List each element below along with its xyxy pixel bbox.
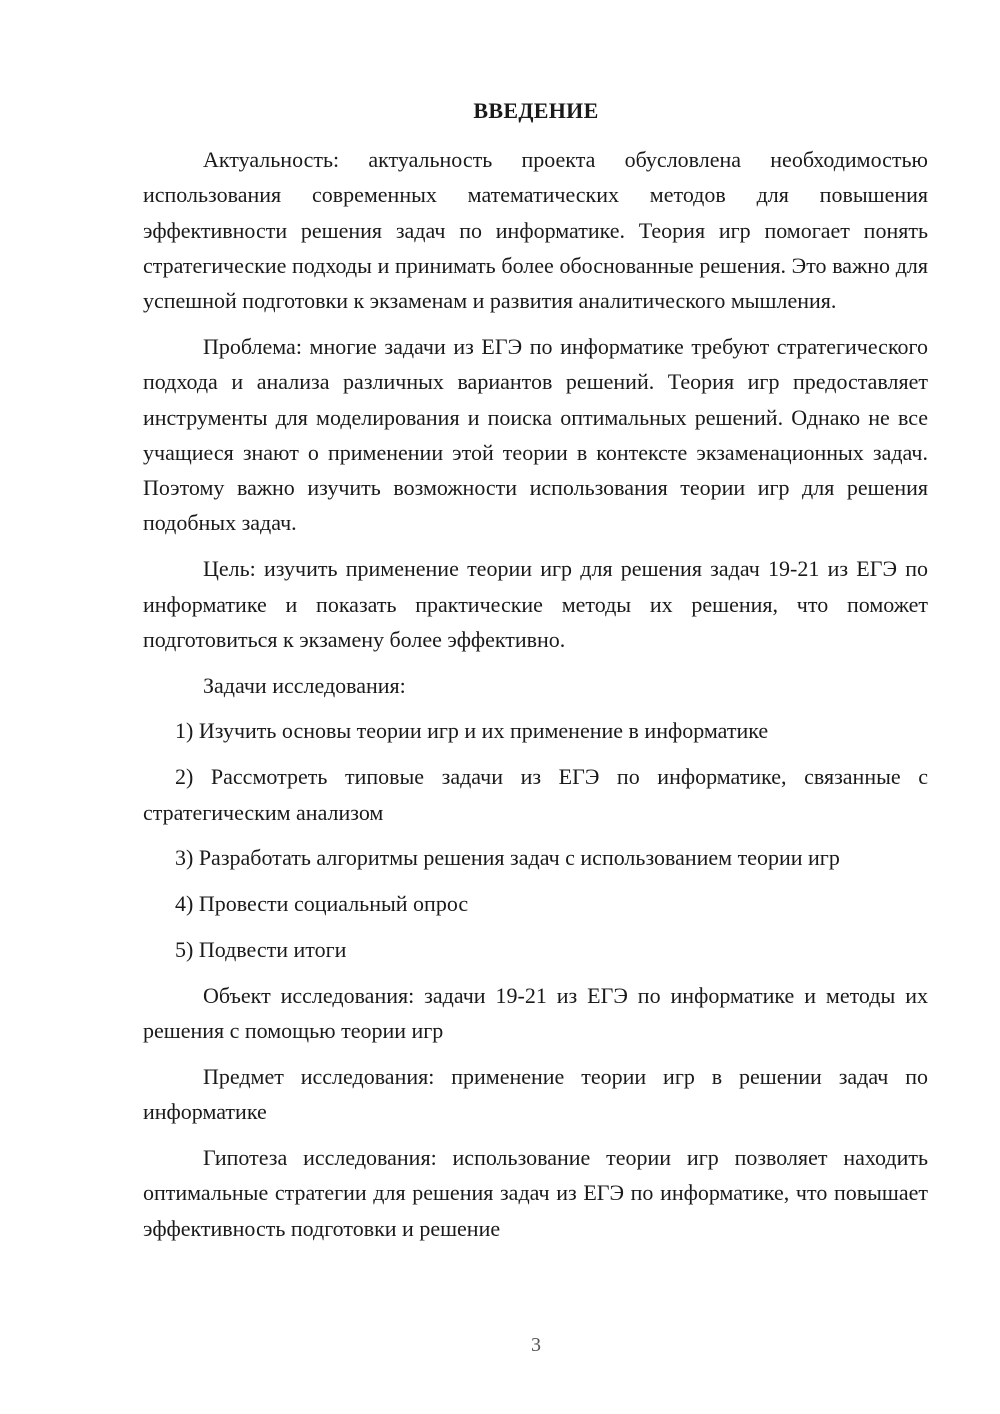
paragraph-object: Объект исследования: задачи 19-21 из ЕГЭ по информатике и методы их решения с помощью теории игр <box>143 982 928 1044</box>
page-number: 3 <box>531 1334 541 1356</box>
task-item: 4) Провести социальный опрос <box>175 891 469 917</box>
task-item: 1) Изучить основы теории игр и их применение в информатике <box>175 718 769 744</box>
section-title: ВВЕДЕНИЕ <box>473 98 599 123</box>
paragraph-subject: Предмет исследования: применение теории игр в решении задач по информатике <box>143 1063 928 1125</box>
paragraph-problem: Проблема: многие задачи из ЕГЭ по информатике требуют стратегического подхода и анализа различных вариантов решений. Теория игр предоставляет инструменты для моделирования и поиска оптимальных решений. Однако не все учащиеся знают о применении этой теории в контексте экзаменационных задач. Поэтому важно изучить возможности использования теории игр для решения подобных задач. <box>143 333 928 536</box>
paragraph-goal: Цель: изучить применение теории игр для решения задач 19-21 из ЕГЭ по информатике и показать практические методы их решения, что поможет подготовиться к экзамену более эффективно. <box>143 556 928 652</box>
task-item: 3) Разработать алгоритмы решения задач с использованием теории игр <box>175 845 840 871</box>
body-text <box>143 142 928 1256</box>
paragraph-relevance: Актуальность: актуальность проекта обусловлена необходимостью использования современных математических методов для повышения эффективности решения задач по информатике. Теория игр помогает понять стратегические подходы и принимать более обоснованные решения. Это важно для успешной подготовки к экзаменам и развития аналитического мышления. <box>143 147 928 314</box>
task-item: 2) Рассмотреть типовые задачи из ЕГЭ по информатике, связанные с стратегическим анализом <box>143 764 928 825</box>
paragraph-tasks-heading: Задачи исследования: <box>203 672 406 698</box>
paragraph-hypothesis: Гипотеза исследования: использование теории игр позволяет находить оптимальные стратегии для решения задач из ЕГЭ по информатике, что повышает эффективность подготовки и решение <box>143 1144 928 1241</box>
task-item: 5) Подвести итоги <box>175 936 347 962</box>
